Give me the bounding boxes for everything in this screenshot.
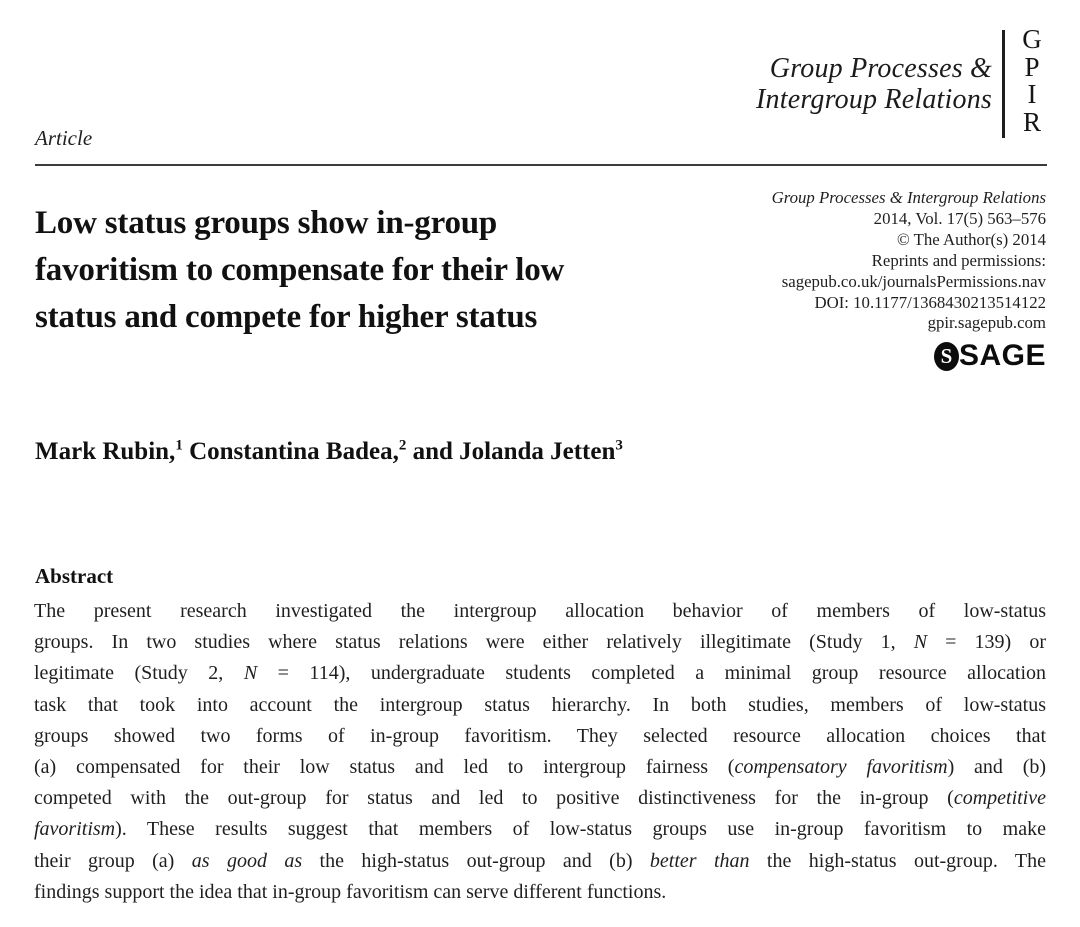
- citation-block: [772, 188, 1046, 371]
- journal-initialism: [1011, 26, 1053, 136]
- journal-name-line: Group Processes &: [769, 53, 992, 84]
- citation-doi: DOI: 10.1177/1368430213514122: [814, 292, 1046, 312]
- abstract-line: legitimate (Study 2, N = 114), undergraduate students completed a minimal group resource allocation: [34, 662, 1046, 685]
- citation-volume: 2014, Vol. 17(5) 563–576: [873, 208, 1046, 228]
- abstract-line: (a) compensated for their low status and led to intergroup fairness (compensatory favoritism) and (b): [34, 756, 1047, 779]
- citation-reprints-label: Reprints and permissions:: [871, 250, 1046, 270]
- citation-journal-name: Group Processes & Intergroup Relations: [771, 188, 1046, 207]
- citation-copyright: © The Author(s) 2014: [896, 229, 1046, 249]
- sage-logo-wordmark: SAGE: [958, 339, 1046, 373]
- abstract-line: their group (a) as good as the high-status out-group and (b) better than the high-status out-group. The: [34, 849, 1046, 872]
- abstract-line: task that took into account the intergroup status hierarchy. In both studies, members of low-status: [34, 693, 1046, 716]
- article-title: [35, 200, 755, 341]
- abstract-line: groups. In two studies where status relations were either relatively illegitimate (Study 1, N = 139) or: [34, 631, 1046, 654]
- citation-permissions-url: sagepub.co.uk/journalsPermissions.nav: [781, 271, 1046, 291]
- masthead-divider-line: [1002, 30, 1005, 138]
- abstract-line: competed with the out-group for status and led to positive distinctiveness for the in-group (competitive: [34, 787, 1046, 810]
- abstract-text: [34, 596, 1046, 908]
- journal-initial: R: [1022, 106, 1041, 137]
- citation-journal-url: gpir.sagepub.com: [927, 313, 1046, 333]
- journal-masthead: [756, 53, 992, 115]
- title-line: favoritism to compensate for their low: [35, 252, 565, 288]
- header-rule: [35, 164, 1047, 166]
- abstract-line: groups showed two forms of in-group favoritism. They selected resource allocation choices that: [34, 724, 1046, 747]
- journal-initial: G: [1022, 24, 1042, 54]
- abstract-line: favoritism). These results suggest that members of low-status groups use in-group favoritism to make: [34, 818, 1046, 841]
- authors-byline: Mark Rubin,$^1$ Constantina Badea,$^2$ and Jolanda Jetten$^3$: [35, 437, 623, 465]
- section-label: Article: [35, 126, 93, 150]
- sage-logo: [772, 341, 1046, 371]
- title-line: status and compete for higher status: [35, 299, 538, 335]
- sage-logo-s-icon: S: [934, 342, 959, 371]
- title-line: Low status groups show in-group: [35, 205, 498, 241]
- journal-initial: I: [1027, 79, 1037, 109]
- abstract-line: findings support the idea that in-group favoritism can serve different functions.: [34, 880, 667, 903]
- journal-initial: P: [1024, 51, 1040, 82]
- journal-name-line: Intergroup Relations: [755, 84, 992, 115]
- abstract-heading: Abstract: [35, 564, 114, 588]
- abstract-line: The present research investigated the intergroup allocation behavior of members of low-status: [34, 600, 1046, 622]
